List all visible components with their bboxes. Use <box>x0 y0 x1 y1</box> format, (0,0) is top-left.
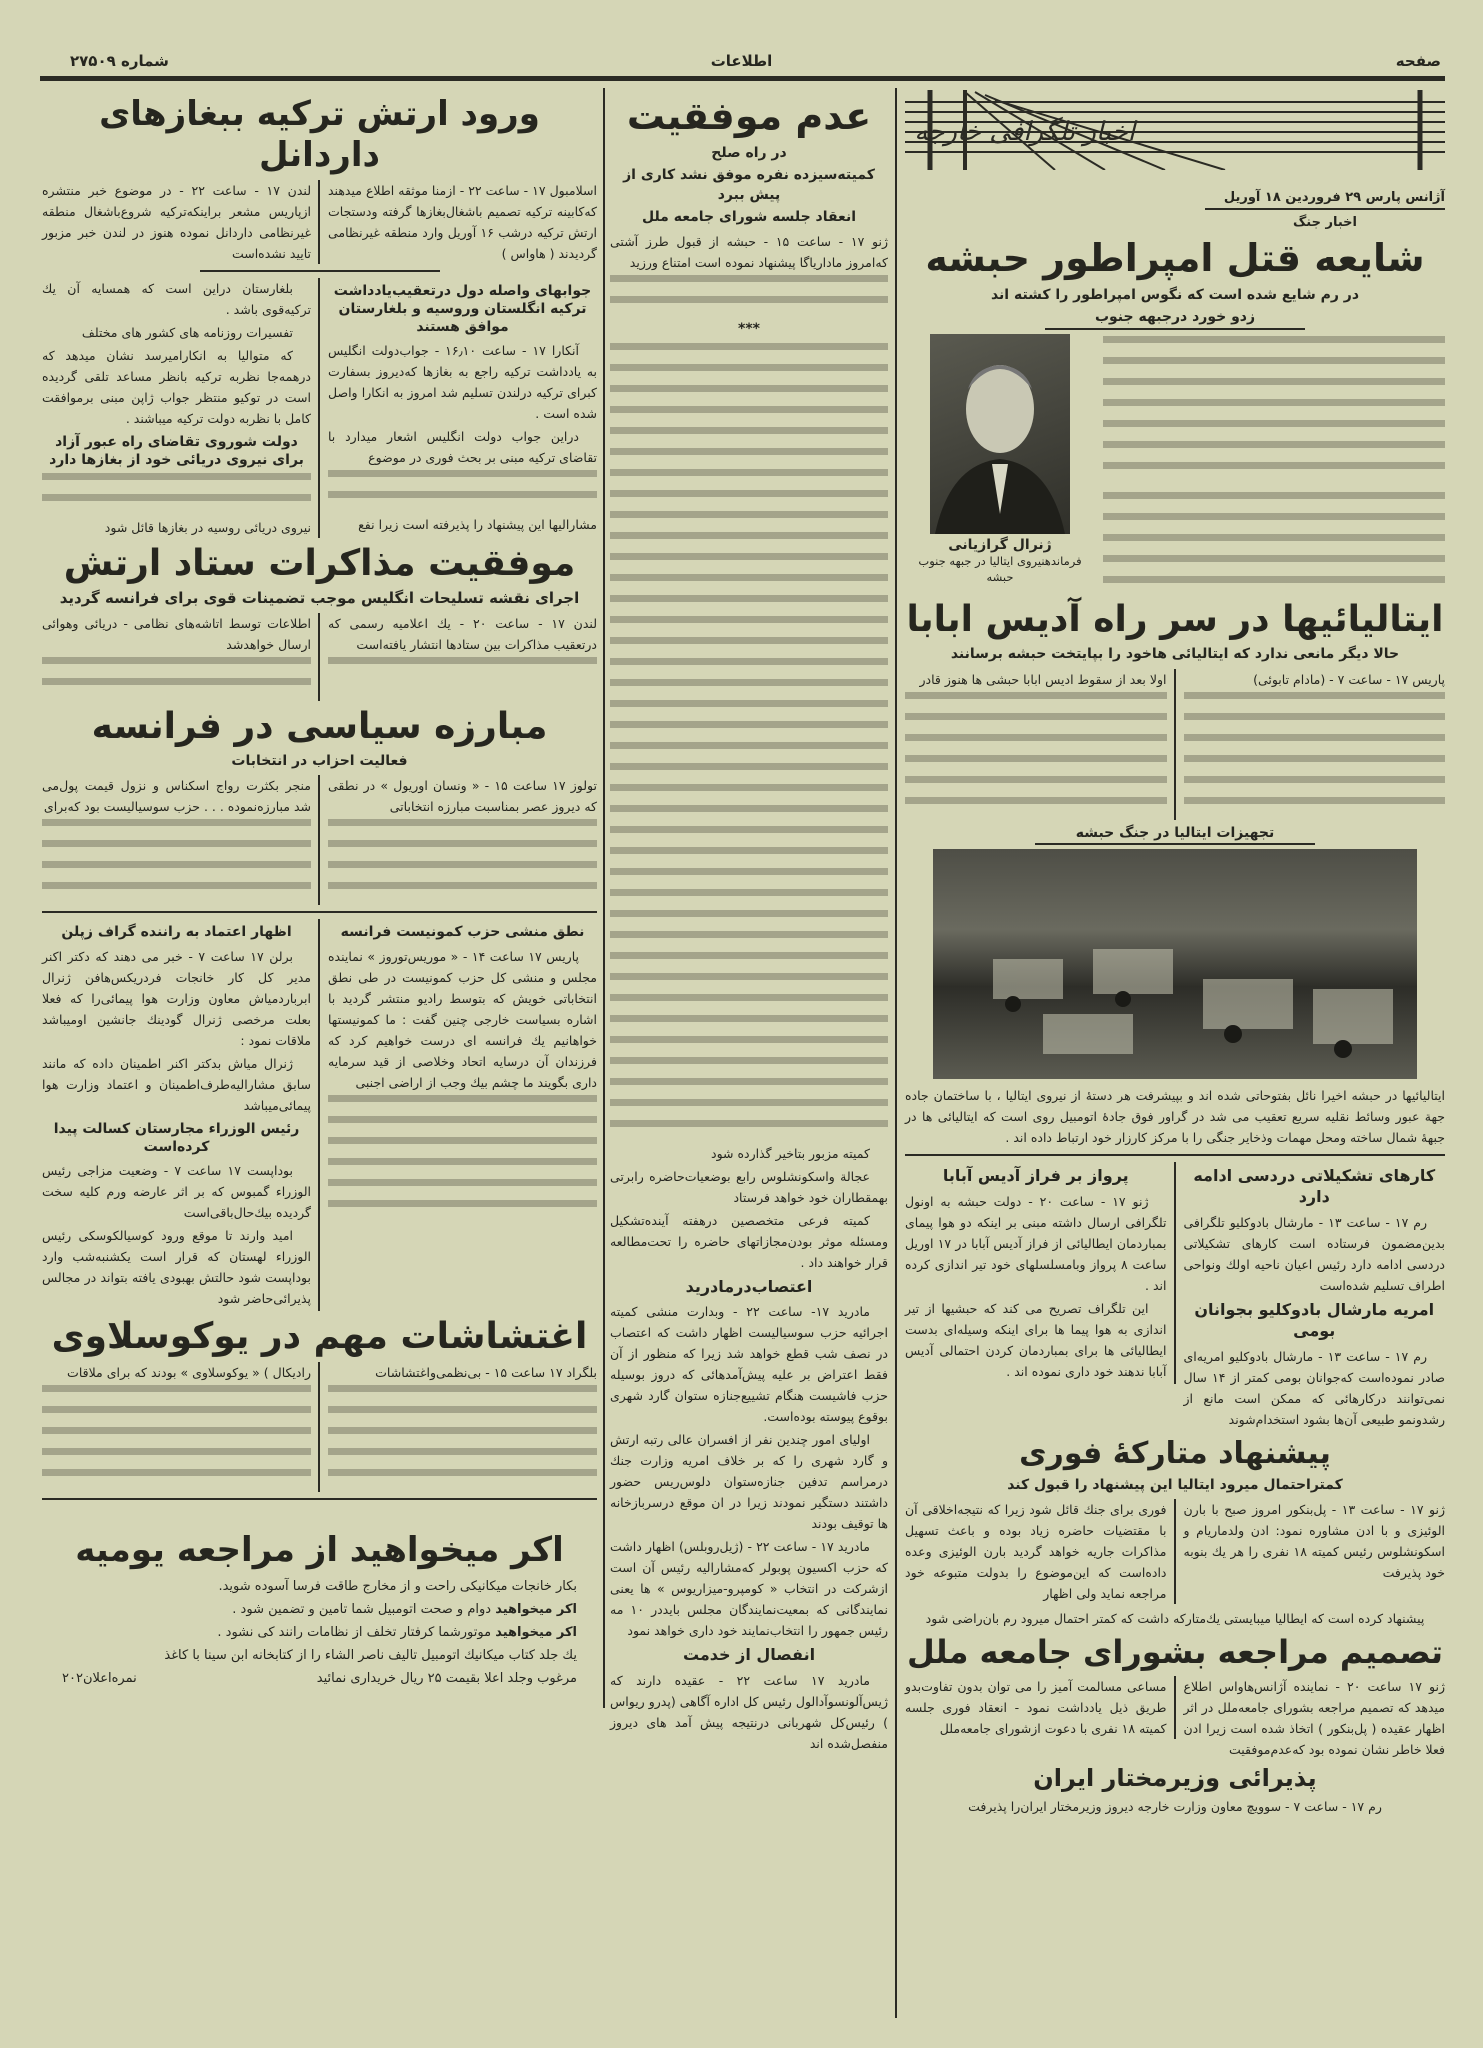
subhead: زدو خورد درجبهه جنوب <box>1045 308 1305 330</box>
article-text-lines <box>328 1385 597 1490</box>
photo-section-title: تجهیزات ایتالیا در جنگ حبشه <box>1035 824 1315 846</box>
article-text: فوری برای جنك قائل شود زیرا که نتیجه‌اخلاقی آن با مقتضیات حاضره زیاد بوده و باعث تسهیل مذاکرات جاریه خواهد گردید بارن الوئیزی وعده داده‌است که این‌موضوع را بدولت متبوعه خود مراجعه نماید ولی اظهار <box>905 1499 1176 1604</box>
paragraph: آنکارا ۱۷ - ساعت ۱۶٫۱۰ - جواب‌دولت انگلیس به یادداشت ترکیه راجع به بغازها که‌دیروز بسفارت کبرای ترکیه درلندن تسلیم شد امروز به انکارا واصل شده است . <box>328 343 597 422</box>
middle-column <box>610 90 888 1756</box>
league-columns <box>905 1676 1445 1760</box>
article-text-lines <box>42 473 311 515</box>
text-column <box>42 775 320 905</box>
article-text-lines <box>610 343 888 1141</box>
article-text <box>1184 1346 1446 1430</box>
headline-hungary-pm: رئیس الوزراء مجارستان کسالت پیدا کرده‌است <box>53 1120 300 1155</box>
france-columns <box>42 775 597 905</box>
article-text: تولوز ۱۷ ساعت ۱۵ - « ونسان اوریول » در نطقی که دیروز عصر بمناسبت مبارزه انتخاباتی <box>328 778 597 815</box>
subhead: حالا دیگر مانعی ندارد که ایتالیائی هاخود را بپایتخت حبشه برسانند <box>950 646 1400 663</box>
paragraph: کمیته فرعی متخصصین درهفته آینده‌تشکیل ومسئله موثر بودن‌مجازاتهای حاضره را تحت‌مطالعه قرار خواهند داد . <box>610 1212 888 1270</box>
text-column <box>328 278 597 536</box>
article-text: نیروی دریائی روسیه در بغازها قائل شود <box>104 519 311 535</box>
headline-soviet-request: دولت شوروی تقاضای راه عبور آزاد برای نیروی دریائی خود از بغازها دارد <box>49 433 304 468</box>
photo-caption: فرماندهنیروی ایتالیا در جبهه جنوب حبشه <box>918 553 1082 584</box>
ad-line-text: موتورشما کرفتار تخلف از نظامات رانند کی نشود . <box>217 1624 492 1640</box>
masthead-rule <box>40 76 1445 81</box>
article-text: لندن ۱۷ - ساعت ۲۰ - یك اعلامیه رسمی که درتعقیب مذاکرات بین ستادها انتشار یافته‌است <box>328 615 597 652</box>
article-text-lines <box>1184 692 1446 818</box>
paragraph: کمیته مزبور بتاخیر گذارده شود <box>711 1145 870 1161</box>
rule <box>42 1498 597 1500</box>
ad-line <box>62 1667 577 1690</box>
headline-madrid-strike: اعتصاب‌درمادرید <box>685 1276 813 1296</box>
article-text <box>42 278 311 429</box>
page-label: صفحه <box>1395 52 1441 70</box>
subhead: در رم شایع شده است که نگوس امپراطور را کشته اند <box>990 286 1360 303</box>
ad-headline: اکر میخواهید از مراجعه یومیه <box>75 1530 564 1571</box>
article-text: لندن ۱۷ - ساعت ۲۲ - در موضوع خبر منتشره ازپاریس مشعر براینکه‌ترکیه شروع‌باشغال منطقه غیرنظامی داردانل نموده هنوز در لندن خبر مزبور تایید نشده‌است <box>42 180 320 264</box>
brief-columns <box>905 1162 1445 1431</box>
article-text <box>42 946 311 1116</box>
headline-dismissal: انفصال از خدمت <box>682 1645 816 1665</box>
ad-line-lead: اکر میخواهید <box>495 1601 577 1617</box>
article-text: بلگراد ۱۷ ساعت ۱۵ - بی‌نظمی‌واغتشاشات <box>375 1365 597 1381</box>
article-text-lines <box>610 275 888 317</box>
article-text <box>610 1301 888 1641</box>
paragraph: امید وارند تا موقع ورود کوسیالکوسکی رئیس الوزراء لهستان که قرار است یکشنبه‌شب وارد بوداپست شود حالتش بهبودی یافته بتواند در مجالس پذیرائی‌حاضر شود <box>42 1228 311 1306</box>
paragraph: رم ۱۷ - ساعت ۱۳ - مارشال بادوکلیو امریه‌ای صادر نموده‌است که‌جوانان بومی کمتر از ۱۴ سال نمی‌توانند درکارهائی که ممکن است مانع از رشدونمو طبیعی آن‌ها بشود استخدام‌شوند <box>1183 1348 1445 1427</box>
text-column <box>1184 669 1446 820</box>
paragraph: عجالة واسکونشلوس رابع بوضعیات‌حاضره رابرتی بهمقطاران خود خواهد فرستاد <box>610 1168 888 1205</box>
subhead: فعالیت احزاب در انتخابات <box>231 752 408 769</box>
dardanelles-columns <box>42 180 597 264</box>
article-text-lines <box>42 1385 311 1490</box>
article-text <box>1184 1212 1446 1296</box>
paper-name: اطلاعات <box>710 52 773 70</box>
ad-number: نمره‌اعلان۲۰۲ <box>62 1670 137 1686</box>
text-column <box>328 775 597 905</box>
ad-line-text: مرغوب وجلد اعلا بقیمت ۲۵ ریال خریداری نمائید <box>316 1670 577 1686</box>
paragraph: بوداپست ۱۷ ساعت ۷ - وضعیت مزاجی رئیس الوزراء گمبوس که بر اثر عارضه ورم کلیه سخت گردیده بیك‌حال‌باقی‌است <box>42 1163 311 1220</box>
article-text: ژنو ۱۷ - ساعت ۱۵ - حبشه از قبول طرز آشتی که‌امروز ماداریاگا پیشنهاد نموده است امتناع ورزید <box>610 233 888 270</box>
paragraph: مادرید ۱۷ - ساعت ۲۲ - (ژیل‌روبلس) اظهار داشت که حزب اکسیون پوبولر که‌مشارالیه رئیس آن است ازشرکت در انتخاب « کومپرو-میزاریوس » ها یعنی نمایندگانی که بمعیت‌نمایندگان مجلس بایددر ۱۰ مه رئیس جمهور را انتخاب‌نمایند خود داری خواهد نمود <box>610 1539 888 1639</box>
article-text-lines <box>1103 336 1445 476</box>
staff-talks-columns <box>42 613 597 701</box>
article-text <box>42 1160 311 1309</box>
paragraph: اولیای امور چندین نفر از افسران عالی رتبه ارتش و گارد شهری را که بر خلاف امریه وزارت جنك درمراسم تدفین جنازه‌ستوان دلوس‌ریس حضور داشتند دستگیر نمودند زیرا در ان موقع درسربازخانه ها توقیف بودند <box>610 1432 888 1532</box>
ad-line-text: دوام و صحت اتومبیل شما تامین و تضمین شود . <box>232 1601 492 1617</box>
paragraph: این تلگراف تصریح می کند که حبشیها از تیر اندازی به هوا پیما ها برای اینکه وسیله‌ای بدست ایطالیائی ها برای بمباردمان کردن احتمالی آدیس آبابا ندهند خود داری نموده اند . <box>905 1301 1167 1380</box>
paragraph: رم ۱۷ - ساعت ۱۳ - مارشال بادوکلیو تلگرافی بدین‌مضمون فرستاده است کارهای تشکیلاتی دردسی ادامه دارد رئیس اعیان ناحیه اولك ونواحی اطراف تسلیم شده‌است <box>1183 1214 1445 1293</box>
paragraph: مادرید ۱۷- ساعت ۲۲ - وبدارت منشی کمیته اجرائیه حزب سوسیالیست اظهار داشت که اعتصاب در نصف شب قطع خواهد شد زیرا که منظور از آن فقط اعتراض بر علیه پیش‌آمدهائی که دروز بوسیله حزب فاشیست هنگام تشییع‌جنازه ستوان گارد شهری بوقوع پیوسته بوده‌است. <box>610 1304 888 1425</box>
paragraph: ژنرال میاش بدکتر اکنر اطمینان داده که مانند سابق مشارالیه‌طرف‌اطمینان و اعتماد وزارت هوا پیمائی‌میباشد <box>42 1055 311 1113</box>
subhead: اجرای نقشه تسلیحات انگلیس موجب تضمینات قوی برای فرانسه گردید <box>59 589 580 608</box>
article-text: اسلامبول ۱۷ - ساعت ۲۲ - ازمنا موثقه اطلاع میدهند که‌کابینه ترکیه تصمیم باشغال‌بغازها گرفته ودستجات ارتش ترکیه درشب ۱۶ آوریل وارد منطقه غیرنظامی گردیدند ( هاواس ) <box>328 182 598 261</box>
paragraph: بلغارستان دراین است که همسایه آن یك ترکیه‌قوی باشد . <box>42 280 311 317</box>
paragraph: ژنو ۱۷ - ساعت ۲۰ - دولت حبشه به اونول تلگرافی ارسال داشته مبنی بر اینکه دو هوا پیمای بمباردمان ایطالیائی از فراز آدیس آبابا در ۱۷ اوریل ساعت ۸ پرواز وبامسلسلهای خود تیر اندازی کرده اند . <box>905 1194 1167 1294</box>
separator: *** <box>738 320 760 337</box>
headline-iran-minister: پذیرائی وزیرمختار ایران <box>1033 1763 1317 1792</box>
text-column <box>42 613 320 701</box>
paragraph: تفسیرات روزنامه های کشور های مختلف <box>81 324 293 340</box>
article-text: اطلاعات توسط اتاشه‌های نظامی - دریائی وهوائی ارسال خواهدشد <box>42 615 311 652</box>
paragraph: دراین جواب دولت انگلیس اشعار میدارد با تقاضای ترکیه مبنی بر بحث فوری در موضوع <box>328 429 597 466</box>
headline-dardanelles: ورود ارتش ترکیه ببغازهای داردانل <box>99 94 540 175</box>
ad-line-lead: اکر میخواهید <box>495 1624 577 1640</box>
article-text: ژنو ۱۷ ساعت ۲۰ - نماینده آژانس‌هاواس اطلاع میدهد که تصمیم مراجعه بشورای جامعه‌ملل در اثر اظهار عقیده ( پل‌بنکور ) اتخاذ شده است زیرا ادن فعلا خاطر نشان نموده بود که‌عدم‌موفقیت <box>1183 1678 1445 1757</box>
article-text <box>610 1670 888 1754</box>
foreign-telegrams-logo <box>905 90 1445 172</box>
subhead: کمیته‌سیزده نفره موفق نشد کاری از پیش ببرد <box>623 167 875 203</box>
kicker: در راه صلح <box>711 144 787 161</box>
armistice-columns <box>905 1499 1445 1604</box>
paragraph: برلن ۱۷ ساعت ۷ - خبر می دهند که دکتر اکنر مدیر کل کار خانجات فردریکس‌هافن ژنرال ابرباردمیاش معاون وزارت هوا پیمائی‌را که فعلا بعلت مرخصی ژنرال گودینك جانشین اومیباشد ملاقات نمود : <box>42 948 311 1048</box>
photo-caption: ایتالیائیها در حبشه اخیرا نائل بفتوحاتی شده اند و بپیشرفت هر دستهٔ از نیروی ایتالیا ، با ساختمان جاده جهة عبور وسائط نقلیه سریع تعقیب می شد در گراور فوق جادهٔ اتومبیل روی است که ایتالیائی ها در جبههٔ شمال ساخته ومحل مهمات وذخایر جنگی را با مرکز کارزار خود ارتباط داده اند . <box>905 1088 1445 1146</box>
article-text: رادیکال ) « یوکوسلاوی » بودند که برای ملاقات <box>67 1365 311 1381</box>
agency-line: آژانس پارس ۲۹ فروردین ۱۸ آوریل <box>1205 190 1445 210</box>
portrait-photo <box>930 334 1070 534</box>
headline-france-politics: مبارزه سیاسی در فرانسه <box>91 705 548 747</box>
subhead: کمتراحتمال میرود ایتالیا این پیشنهاد را قبول کند <box>1007 1476 1343 1493</box>
headline-addis-road: ایتالیائیها در سر راه آدیس ابابا <box>906 598 1444 640</box>
text-column <box>328 613 597 680</box>
turkey-columns <box>42 278 597 538</box>
article-text: ژنو ۱۷ - ساعت ۱۳ - پل‌بنکور امروز صبح با بارن الوئیزی و با ادن مشاوره نمود: ادن ولدماریام و اسکونشلوس رئیس کمیته ۱۸ نفری را هر یك بنوبه خود پذیرفت <box>1183 1502 1445 1581</box>
article-text: پاریس ۱۷ - ساعت ۷ - (مادام تابوئی) <box>1253 671 1445 687</box>
portrait-block <box>905 334 1095 585</box>
article-text <box>328 946 597 1093</box>
section-label: اخبار جنگ <box>1292 215 1357 230</box>
ad-line <box>62 1621 577 1644</box>
subhead: انعقاد جلسه شورای جامعه ملل <box>641 209 857 226</box>
ad-line: یك جلد کتاب میکانیك اتومبیل تالیف ناصر الشاء را از کتابخانه ابن سینا با کاغذ <box>164 1647 577 1663</box>
addis-columns <box>905 669 1445 820</box>
trucks-photo <box>933 849 1417 1079</box>
rule <box>905 1154 1445 1156</box>
article-text-lines <box>328 470 597 512</box>
text-column <box>905 669 1176 820</box>
column-divider <box>603 88 605 1708</box>
paragraph: پاریس ۱۷ ساعت ۱۴ - « موریس‌توروز » نماینده مجلس و منشی کل حزب کمونیست در طی نطق انتخاباتی خویش که بتوسط رادیو منتشر گردید با اشاره بسیاست خارجی چنین گفت : ما کمونیستها خواهانیم یك فرانسه ای درست خواهیم کرد که فرزندان آن درسایه اتحاد وخلاصی از قید سرمایه داری بگویند ما چشم بیك وجب از اراضی اجنبی <box>328 948 597 1090</box>
portrait-row <box>905 334 1445 594</box>
article-text-lines <box>42 657 311 699</box>
text-column <box>1184 1162 1446 1431</box>
headline-communist-speech: نطق منشی حزب کمونیست فرانسه <box>340 924 585 941</box>
article-text <box>1103 334 1445 594</box>
paragraph: که متوالیا به انکارامیرسد نشان میدهد که درهمه‌جا نظربه ترکیه بانظر مساعد تلقی گردیده است در توکیو منتظر جواب ژاپن مبنی برموافقت کامل با نظربه دولت ترکیه میباشند . <box>42 347 311 426</box>
yugoslavia-columns <box>42 1362 597 1492</box>
article-text-lines <box>328 1095 597 1221</box>
news-briefs-columns <box>42 919 597 1311</box>
headline-zeppelin: اظهار اعتماد به راننده گراف زپلن <box>61 924 292 941</box>
article-text: مساعی مسالمت آمیز را می توان بدون تفاوت‌بدو طریق ذیل یادداشت نمود - انعقاد فوری جلسه کمیته ۱۸ نفری با دعوت ازشورای جامعه‌ملل <box>905 1676 1176 1739</box>
headline-no-success: عدم موفقیت <box>626 94 872 138</box>
advertisement <box>42 1575 597 1690</box>
article-text <box>905 1191 1167 1382</box>
column-divider <box>895 88 897 2018</box>
article-text <box>610 1143 888 1273</box>
rule <box>200 270 440 272</box>
article-text: اولا بعد از سقوط ادیس ابابا حبشی ها هنوز قادر <box>919 671 1167 687</box>
rule <box>42 911 597 913</box>
text-column <box>328 919 597 1222</box>
headline-league-referral: تصمیم مراجعه بشورای جامعه ملل <box>906 1633 1444 1672</box>
headline-yugoslavia: اغتشاشات مهم در یوکوسلاوی <box>51 1316 588 1357</box>
issue-number: شماره ۲۷۵۰۹ <box>70 52 169 70</box>
headline-badoglio-order: امریه مارشال بادوکلیو بجوانان بومی <box>1194 1299 1435 1340</box>
article-text: منجر بکثرت رواج اسکناس و نزول قیمت پول‌می شد مبارزه‌نموده . . . حزب سوسیالیست بود که‌برای <box>42 778 311 815</box>
text-column <box>42 1362 320 1492</box>
text-column <box>328 1362 597 1492</box>
article-text-lines <box>328 657 597 678</box>
article-text <box>328 340 597 468</box>
text-column <box>42 278 320 538</box>
ad-line <box>62 1598 577 1621</box>
text-column <box>905 1162 1176 1384</box>
headline-flight: پرواز بر فراز آدیس آبابا <box>942 1166 1129 1186</box>
text-column <box>42 919 320 1311</box>
headline-armistice: پیشنهاد متارکهٔ فوری <box>1019 1435 1331 1471</box>
article-text: پیشنهاد کرده است که ایطالیا میبایستی یك‌متارکه داشت که کمتر احتمال میرود رم بان‌راضی شود <box>925 1611 1425 1627</box>
right-column <box>905 90 1445 1817</box>
photo-caption-name: ژنرال گرازیانی <box>948 536 1052 553</box>
article-text-lines <box>328 819 597 903</box>
article-text: رم ۱۷ - ساعت ۷ - سوویچ معاون وزارت خارجه دیروز وزیرمختار ایران‌را پذیرفت <box>968 1799 1382 1815</box>
article-text-lines <box>42 819 311 903</box>
headline-emperor-rumor: شایعه قتل امپراطور حبشه <box>925 236 1425 281</box>
paragraph: مادرید ۱۷ ساعت ۲۲ - عقیده دارند که ژیس‌آلونسوآدالول رئیس کل اداره آگاهی (پدرو ریواس ) رئیس‌کل شهربانی درنتیجه پیش آمد های دیروز منفصل‌شده اند <box>610 1673 888 1752</box>
headline-replies: جوابهای واصله دول درتعقیب‌یادداشت ترکیه انگلستان وروسیه و بلغارستان موافق هستند <box>333 282 592 335</box>
article-text-lines <box>905 692 1167 818</box>
headline-staff-talks: موفقیت مذاکرات ستاد ارتش <box>63 542 576 584</box>
article-text: مشارالیها این پیشنهاد را پذیرفته است زیرا نفع <box>358 517 597 533</box>
headline-organizing: کارهای تشکیلاتی دردسی ادامه دارد <box>1193 1166 1436 1207</box>
article-text-lines <box>1103 492 1445 592</box>
svg-text:اخبار تلگرافی خارجه: اخبار تلگرافی خارجه <box>914 117 1135 147</box>
left-column <box>42 90 597 1690</box>
ad-line: بکار خانجات میکانیکی راحت و از مخارج طاقت فرسا آسوده شوید. <box>218 1578 577 1594</box>
